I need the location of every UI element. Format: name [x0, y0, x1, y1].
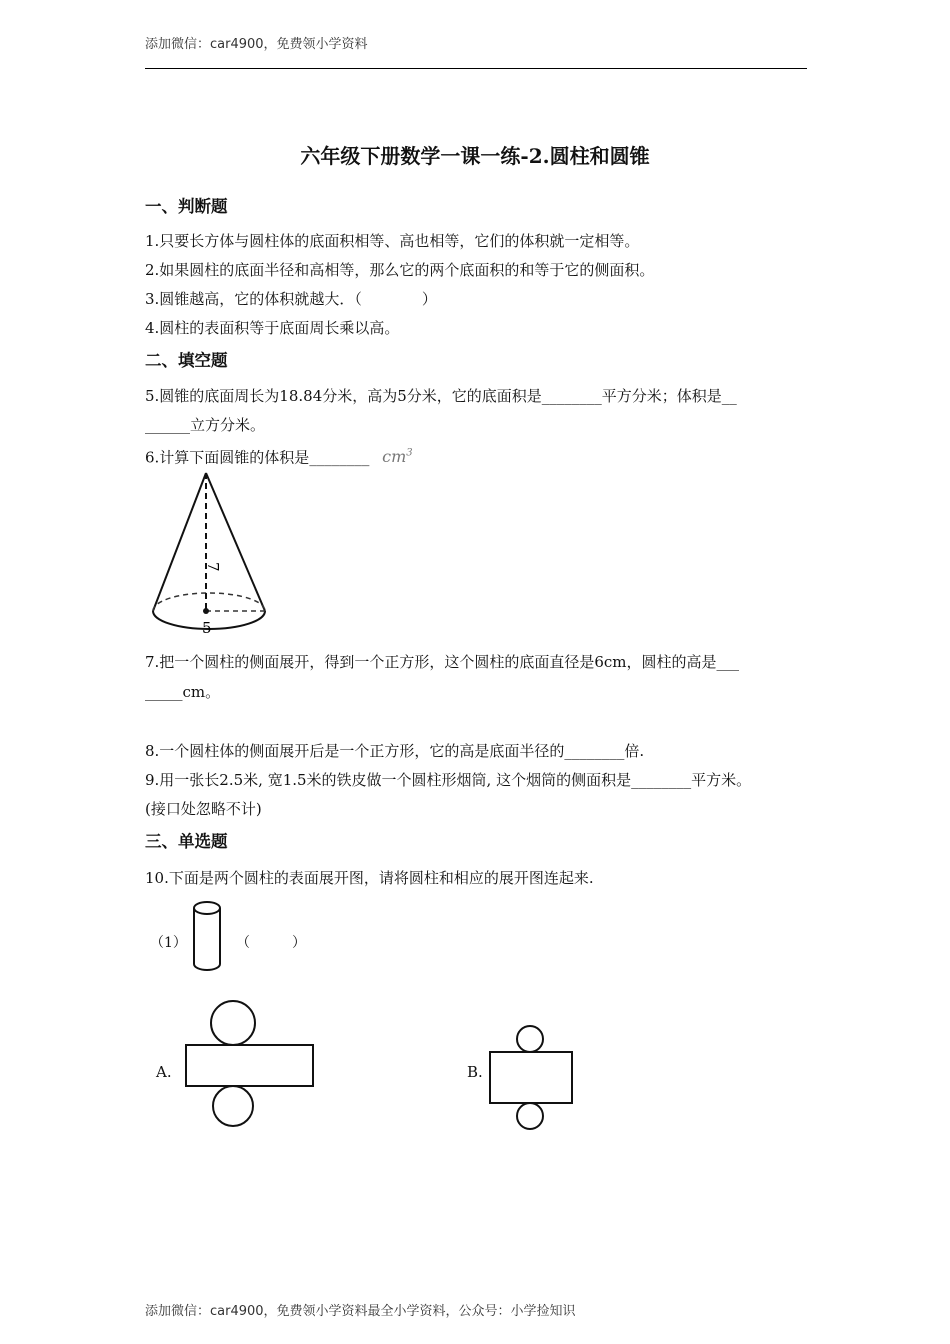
- question-5-line-1: 5.圆锥的底面周长为18.84分米，高为5分米，它的底面积是________平方分米；体积是__: [145, 387, 737, 405]
- net-b-top-circle: [517, 1026, 543, 1052]
- footer-note: 添加微信：car4900，免费领小学资料最全小学资料，公众号：小学捡知识: [145, 1304, 576, 1319]
- unit-cm3: $cm^3$: [382, 447, 413, 467]
- option-b-label: B.: [467, 1063, 483, 1081]
- section-heading-fill-in: 二、填空题: [145, 351, 228, 370]
- q10-answer-blank: （ ）: [236, 935, 306, 951]
- option-a-label: A.: [156, 1063, 172, 1081]
- section-heading-single-choice: 三、单选题: [145, 832, 228, 851]
- cone-base-back: [153, 593, 265, 611]
- question-3: 3.圆锥越高，它的体积就越大．（ ）: [145, 290, 437, 308]
- page-title: 六年级下册数学一课一练-2.圆柱和圆锥: [300, 144, 650, 168]
- question-6: [145, 444, 413, 467]
- option-a-net: [184, 998, 316, 1126]
- question-4: 4.圆柱的表面积等于底面周长乘以高。: [145, 319, 400, 337]
- question-5-line-2: ______立方分米。: [145, 416, 266, 434]
- cone-center-dot: [203, 608, 209, 614]
- header-divider: [145, 68, 807, 69]
- cone-left-edge: [153, 473, 206, 611]
- cone-right-edge: [206, 473, 265, 611]
- small-cylinder-figure: [190, 900, 226, 974]
- question-10: 10.下面是两个圆柱的表面展开图，请将圆柱和相应的展开图连起来.: [145, 869, 594, 887]
- option-b-net: [488, 1022, 576, 1132]
- question-2: 2.如果圆柱的底面半径和高相等，那么它的两个底面积的和等于它的侧面积。: [145, 261, 655, 279]
- net-a-bottom-circle: [213, 1086, 253, 1126]
- cone-radius-label: 5: [202, 619, 212, 637]
- section-heading-judgement: 一、判断题: [145, 197, 228, 216]
- cone-figure: [145, 468, 275, 638]
- net-a-rectangle: [186, 1045, 313, 1086]
- cone-height-label: 7: [204, 562, 222, 572]
- header-note: 添加微信：car4900，免费领小学资料: [145, 37, 368, 52]
- net-a-top-circle: [211, 1001, 255, 1045]
- question-1: 1.只要长方体与圆柱体的底面积相等、高也相等，它们的体积就一定相等。: [145, 232, 640, 250]
- question-9-line-1: 9.用一张长2.5米, 宽1.5米的铁皮做一个圆柱形烟筒, 这个烟筒的侧面积是________平方米。: [145, 771, 752, 789]
- cylinder-top: [194, 902, 220, 914]
- question-7-line-1: 7.把一个圆柱的侧面展开，得到一个正方形，这个圆柱的底面直径是6cm，圆柱的高是___: [145, 653, 739, 671]
- question-7-line-2: _____cm。: [145, 683, 221, 701]
- q10-item-label: （1）: [150, 935, 187, 951]
- net-b-bottom-circle: [517, 1103, 543, 1129]
- question-9-line-2: (接口处忽略不计): [145, 800, 262, 818]
- question-8: 8.一个圆柱体的侧面展开后是一个正方形，它的高是底面半径的________倍.: [145, 742, 645, 760]
- net-b-rectangle: [490, 1052, 572, 1103]
- cylinder-bottom: [194, 964, 220, 970]
- question-6-text: 6.计算下面圆锥的体积是________: [145, 448, 370, 467]
